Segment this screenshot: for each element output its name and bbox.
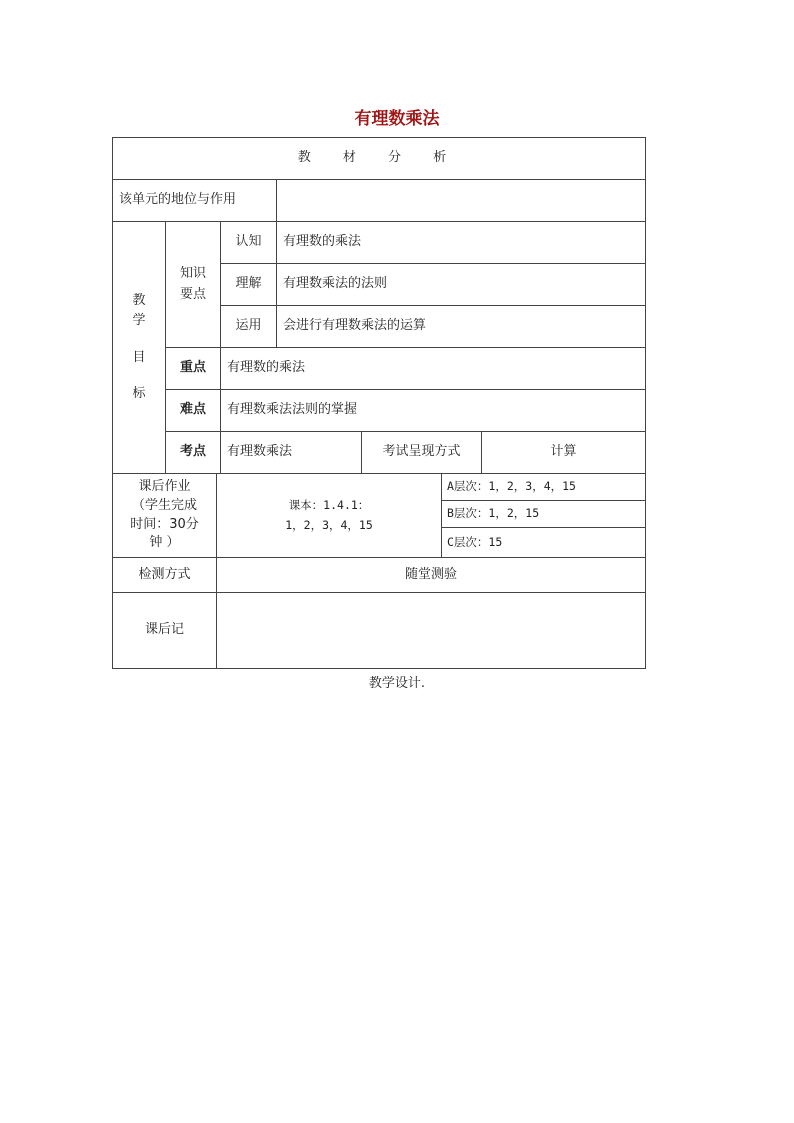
difficulty-value: 有理数乘法法则的掌握 bbox=[220, 389, 646, 432]
level-value-understanding: 有理数乘法的法则 bbox=[276, 263, 646, 306]
exam-point-value: 有理数乘法 bbox=[220, 431, 362, 474]
homework-label-line: 时间：30分 bbox=[130, 516, 199, 532]
level-label-cognition: 认知 bbox=[220, 221, 277, 264]
exam-format-label: 考试呈现方式 bbox=[361, 431, 482, 474]
exam-point-label: 考点 bbox=[165, 431, 221, 474]
goals-char: 目 bbox=[132, 349, 146, 365]
check-method-value: 随堂测验 bbox=[216, 557, 646, 593]
unit-role-value bbox=[276, 179, 646, 222]
level-label-application: 运用 bbox=[220, 305, 277, 348]
goals-char: 标 bbox=[132, 385, 146, 401]
table-header: 教 材 分 析 bbox=[112, 137, 646, 180]
key-point-value: 有理数的乘法 bbox=[220, 347, 646, 390]
homework-tier-b: B层次：1，2，15 bbox=[441, 500, 646, 528]
post-lesson-notes-value bbox=[216, 592, 646, 669]
homework-textbook-line: 课本：1.4.1： bbox=[288, 497, 370, 512]
homework-label-line: 课后作业 bbox=[138, 478, 191, 494]
level-label-understanding: 理解 bbox=[220, 263, 277, 306]
exam-format-value: 计算 bbox=[481, 431, 646, 474]
key-point-label: 重点 bbox=[165, 347, 221, 390]
difficulty-label: 难点 bbox=[165, 389, 221, 432]
homework-label bbox=[112, 473, 217, 558]
homework-label-line: （学生完成 bbox=[131, 497, 197, 513]
post-lesson-notes-label: 课后记 bbox=[112, 592, 217, 669]
homework-textbook bbox=[216, 473, 442, 558]
document-title: 有理数乘法 bbox=[354, 109, 440, 129]
homework-textbook-line: 1，2，3，4，15 bbox=[285, 517, 373, 532]
level-value-application: 会进行有理数乘法的运算 bbox=[276, 305, 646, 348]
knowledge-points-label bbox=[165, 221, 221, 348]
goals-char: 教 bbox=[132, 293, 146, 309]
knowledge-label-line: 知识 bbox=[179, 266, 206, 282]
unit-role-label: 该单元的地位与作用 bbox=[112, 179, 277, 222]
homework-tier-c: C层次：15 bbox=[441, 527, 646, 558]
check-method-label: 检测方式 bbox=[112, 557, 217, 593]
homework-label-line: 钟 ） bbox=[149, 535, 180, 551]
lesson-analysis-table bbox=[112, 137, 646, 669]
teaching-design-caption: 教学设计. bbox=[368, 676, 426, 691]
knowledge-label-line: 要点 bbox=[179, 286, 206, 302]
level-value-cognition: 有理数的乘法 bbox=[276, 221, 646, 264]
teaching-goals-label bbox=[112, 221, 166, 474]
homework-tier-a: A层次：1，2，3，4，15 bbox=[441, 473, 646, 501]
goals-char: 学 bbox=[132, 313, 146, 329]
